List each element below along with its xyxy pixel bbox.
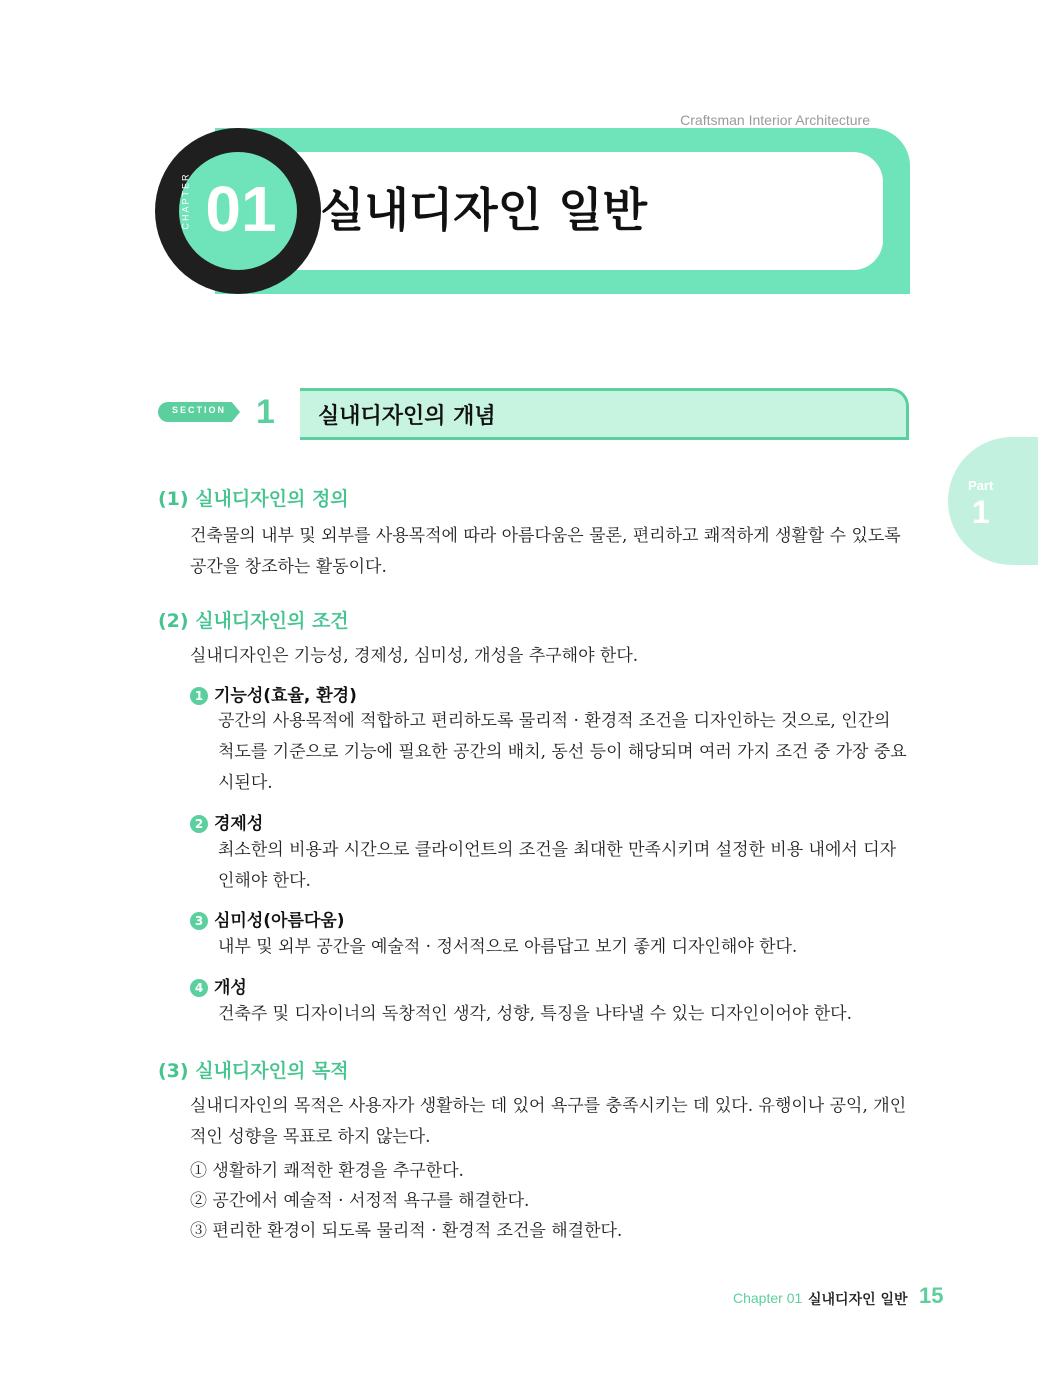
chapter-title: 실내디자인 일반	[320, 183, 648, 237]
number-badge: 1	[190, 687, 208, 705]
subheading-conditions: (2) 실내디자인의 조건	[158, 610, 349, 632]
condition-title: 개성	[214, 978, 247, 998]
definition-text: 건축물의 내부 및 외부를 사용목적에 따라 아름다움은 물론, 편리하고 쾌적하게 생활할 수 있도록 공간을 창조하는 활동이다.	[190, 526, 901, 577]
number-badge: 3	[190, 912, 208, 930]
purpose-list-item: ① 생활하기 쾌적한 환경을 추구한다.	[190, 1161, 464, 1181]
conditions-intro: 실내디자인은 기능성, 경제성, 심미성, 개성을 추구해야 한다.	[190, 646, 639, 666]
condition-title: 심미성(아름다움)	[214, 911, 345, 931]
purpose-list-item: ② 공간에서 예술적 · 서정적 욕구를 해결한다.	[190, 1191, 530, 1211]
chapter-badge	[155, 128, 321, 294]
condition-title: 기능성(효율, 환경)	[214, 686, 357, 706]
subheading-purpose: (3) 실내디자인의 목적	[158, 1060, 349, 1082]
section-title: 실내디자인의 개념	[318, 404, 496, 429]
chapter-number: 01	[205, 173, 277, 245]
condition-text: 최소한의 비용과 시간으로 클라이언트의 조건을 최대한 만족시키며 설정한 비용 내에서 디자인해야 한다.	[218, 840, 897, 891]
chapter-banner	[155, 128, 910, 296]
chapter-label: CHAPTER	[180, 172, 191, 230]
part-label: Part	[968, 478, 994, 493]
condition-text: 내부 및 외부 공간을 예술적 · 정서적으로 아름답고 보기 좋게 디자인해야 한다.	[218, 937, 798, 957]
footer-chapter-title: 실내디자인 일반	[808, 1292, 908, 1308]
running-head: Craftsman Interior Architecture	[680, 112, 870, 128]
condition-item-heading	[190, 906, 345, 931]
section-number: 1	[256, 393, 275, 431]
part-tab	[948, 437, 1038, 565]
number-badge: 2	[190, 815, 208, 833]
section-bar	[158, 387, 910, 439]
subheading-definition: (1) 실내디자인의 정의	[158, 488, 349, 510]
condition-title: 경제성	[214, 814, 264, 834]
condition-item-heading	[190, 973, 247, 998]
condition-item-heading	[190, 809, 263, 834]
part-number: 1	[972, 494, 990, 530]
purpose-text: 실내디자인의 목적은 사용자가 생활하는 데 있어 욕구를 충족시키는 데 있다. 유행이나 공익, 개인적인 성향을 목표로 하지 않는다.	[190, 1096, 907, 1147]
page-number: 15	[919, 1283, 944, 1308]
condition-item-heading	[190, 681, 357, 706]
condition-text: 건축주 및 디자이너의 독창적인 생각, 성향, 특징을 나타낼 수 있는 디자인이어야 한다.	[218, 1004, 853, 1024]
condition-text: 공간의 사용목적에 적합하고 편리하도록 물리적 · 환경적 조건을 디자인하는 것으로, 인간의 척도를 기준으로 기능에 필요한 공간의 배치, 동선 등이 해당되며 여러 가지 조건 중 가장 중요시된다.	[218, 711, 907, 793]
footer-chapter: Chapter 01	[733, 1290, 803, 1306]
number-badge: 4	[190, 979, 208, 997]
purpose-list-item: ③ 편리한 환경이 되도록 물리적 · 환경적 조건을 해결한다.	[190, 1221, 623, 1241]
section-label: SECTION	[172, 405, 227, 415]
